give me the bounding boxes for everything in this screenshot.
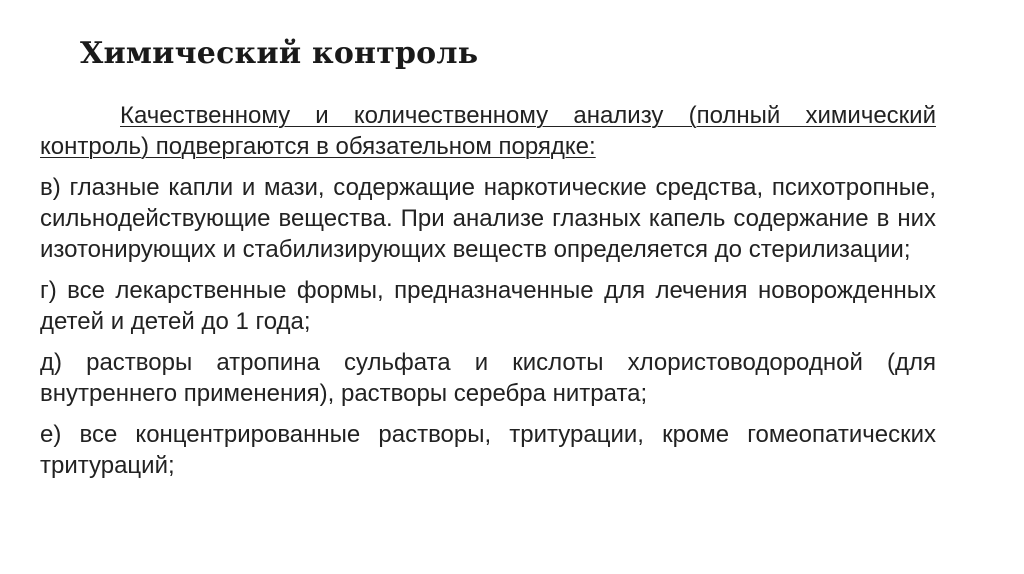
list-item-d: д) растворы атропина сульфата и кислоты хлористоводородной (для внутреннего применения), растворы серебра нитрата; (40, 349, 936, 407)
list-item-g: г) все лекарственные формы, предназначенные для лечения новорожденных детей и детей до 1 года; (40, 277, 936, 335)
list-item-v: в) глазные капли и мази, содержащие наркотические средства, психотропные, сильнодействующие вещества. При анализе глазных капель содержание в них изотонирующих и стабилизирующих веществ определяется до стерилизации; (40, 174, 936, 263)
slide-title: Химический контроль (80, 36, 479, 71)
list-item-e: е) все концентрированные растворы, тритурации, кроме гомеопатических тритураций; (40, 421, 936, 479)
slide-body (40, 100, 936, 491)
intro-paragraph: Качественному и количественному анализу (полный химический контроль) подвергаются в обязательном порядке: (40, 102, 936, 160)
